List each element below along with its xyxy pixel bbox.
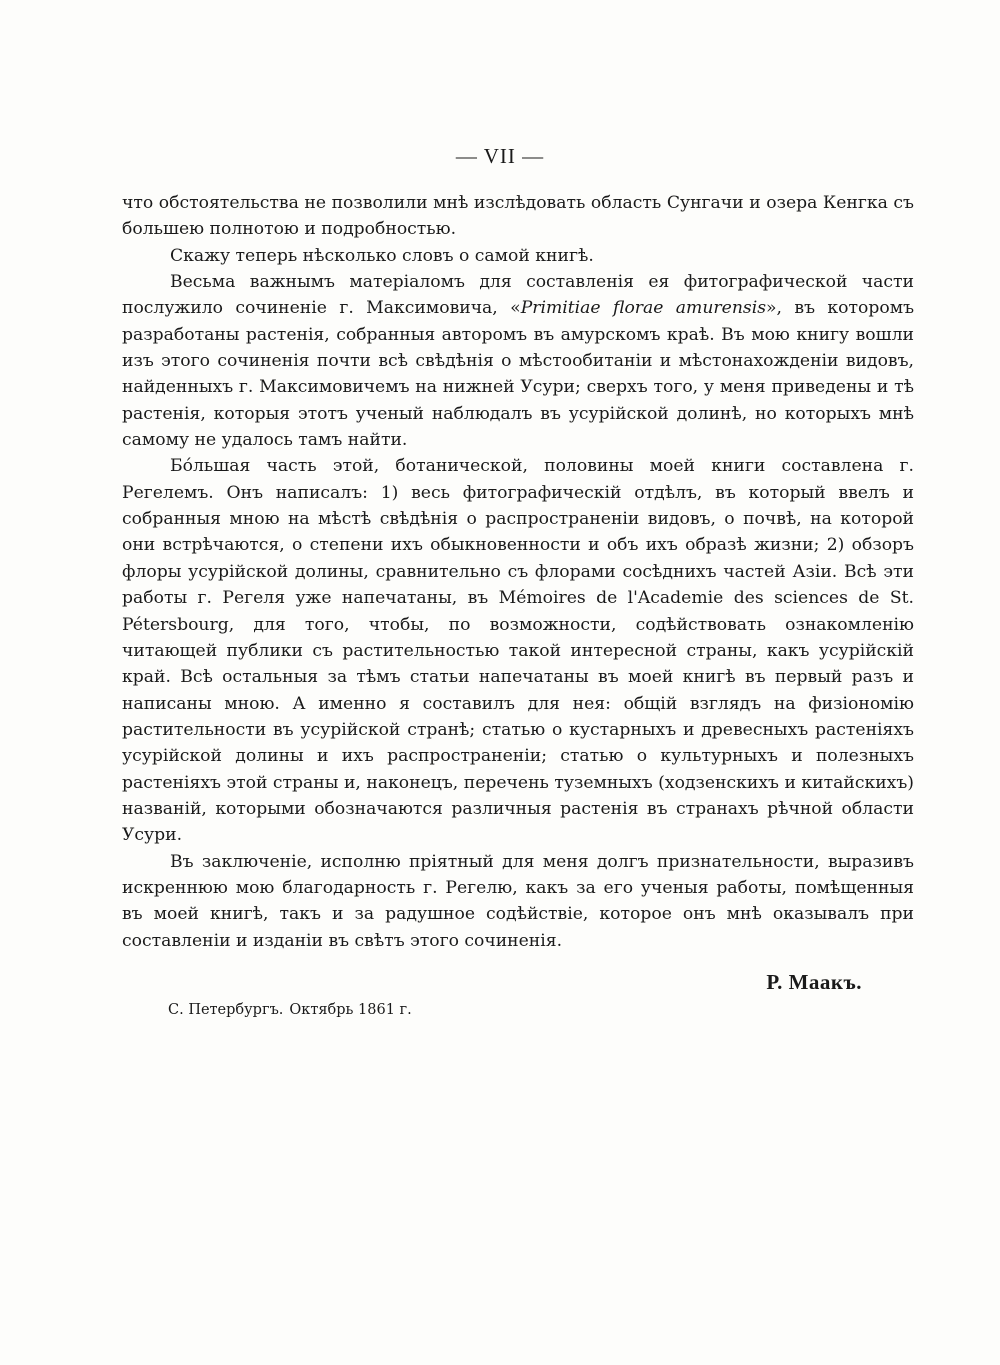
paragraph-regel: Бо́льшая часть этой, ботанической, половины моей книги составлена г. Регелемъ. Онъ написалъ: 1) весь фитографическій отдѣлъ, въ который ввелъ и собранныя мною на мѣстѣ свѣдѣнія о распространеніи видовъ, о почвѣ, на которой они встрѣчаются, о степени ихъ обыкновенности и объ ихъ образѣ жизни; 2) обзоръ флоры усурійской долины, сравнительно съ флорами сосѣднихъ частей Азіи. Всѣ эти работы г. Регеля уже напечатаны, въ Mémoires de l'Academie des sciences de St. Pétersbourg, для того, чтобы, по возможности, содѣйствовать ознакомленію читающей публики съ растительностью такой интересной страны, какъ усурійскій край. Всѣ остальныя за тѣмъ статьи напечатаны въ моей книгѣ въ первый разъ и написаны мною. А именно я составилъ для нея: общій взглядъ на физіономію растительности въ усурійской странѣ; статью о кустарныхъ и древесныхъ растеніяхъ усурійской долины и ихъ распространеніи; статью о культурныхъ и полезныхъ растеніяхъ этой страны и, наконецъ, перечень туземныхъ (ходзенскихъ и китайскихъ) названій, которыми обозначаются различныя растенія въ странахъ рѣчной области Усури. [122, 456, 914, 846]
place: С. Петербургъ. [168, 1002, 284, 1018]
paragraph-book-intro: Скажу теперь нѣсколько словъ о самой книгѣ. [170, 245, 594, 266]
author-signature: Р. Маакъ. [766, 970, 862, 994]
book-title-italic: Primitiae florae amurensis [520, 298, 767, 319]
page-number: — VII — [455, 144, 545, 168]
paragraph-continuation: что обстоятельства не позволили мнѣ изслѣдовать область Сунгачи и озера Кенгка съ большею полнотою и подробностью. [122, 193, 914, 240]
place-and-date [168, 1002, 418, 1018]
paragraph-maximovich-end: », въ которомъ разработаны растенія, собранныя авторомъ въ амурскомъ краѣ. Въ мою книгу вошли изъ этого сочиненія почти всѣ свѣдѣнія о мѣстообитаніи и мѣстонахожденіи видовъ, найденныхъ г. Максимовичемъ на нижней Усури; сверхъ того, у меня приведены и тѣ растенія, которыя этотъ ученый наблюдалъ въ усурійской долинѣ, но которыхъ мнѣ самому не удалось тамъ найти. [122, 298, 915, 451]
date: Октябрь 1861 г. [289, 1002, 412, 1018]
body-text [122, 190, 914, 954]
paragraph-maximovich [122, 269, 914, 453]
paragraph-conclusion: Въ заключеніе, исполню пріятный для меня долгъ признательности, выразивъ искреннюю мою благодарность г. Регелю, какъ за его ученыя работы, помѣщенныя въ моей книгѣ, такъ и за радушное содѣйствіе, которое онъ мнѣ оказывалъ при составленіи и изданіи въ свѣтъ этого сочиненія. [122, 851, 914, 951]
paragraph-maximovich-start: Весьма важнымъ матеріаломъ для составленія ея фитографической части послужило сочиненіе г. Максимовича, « [122, 272, 914, 319]
